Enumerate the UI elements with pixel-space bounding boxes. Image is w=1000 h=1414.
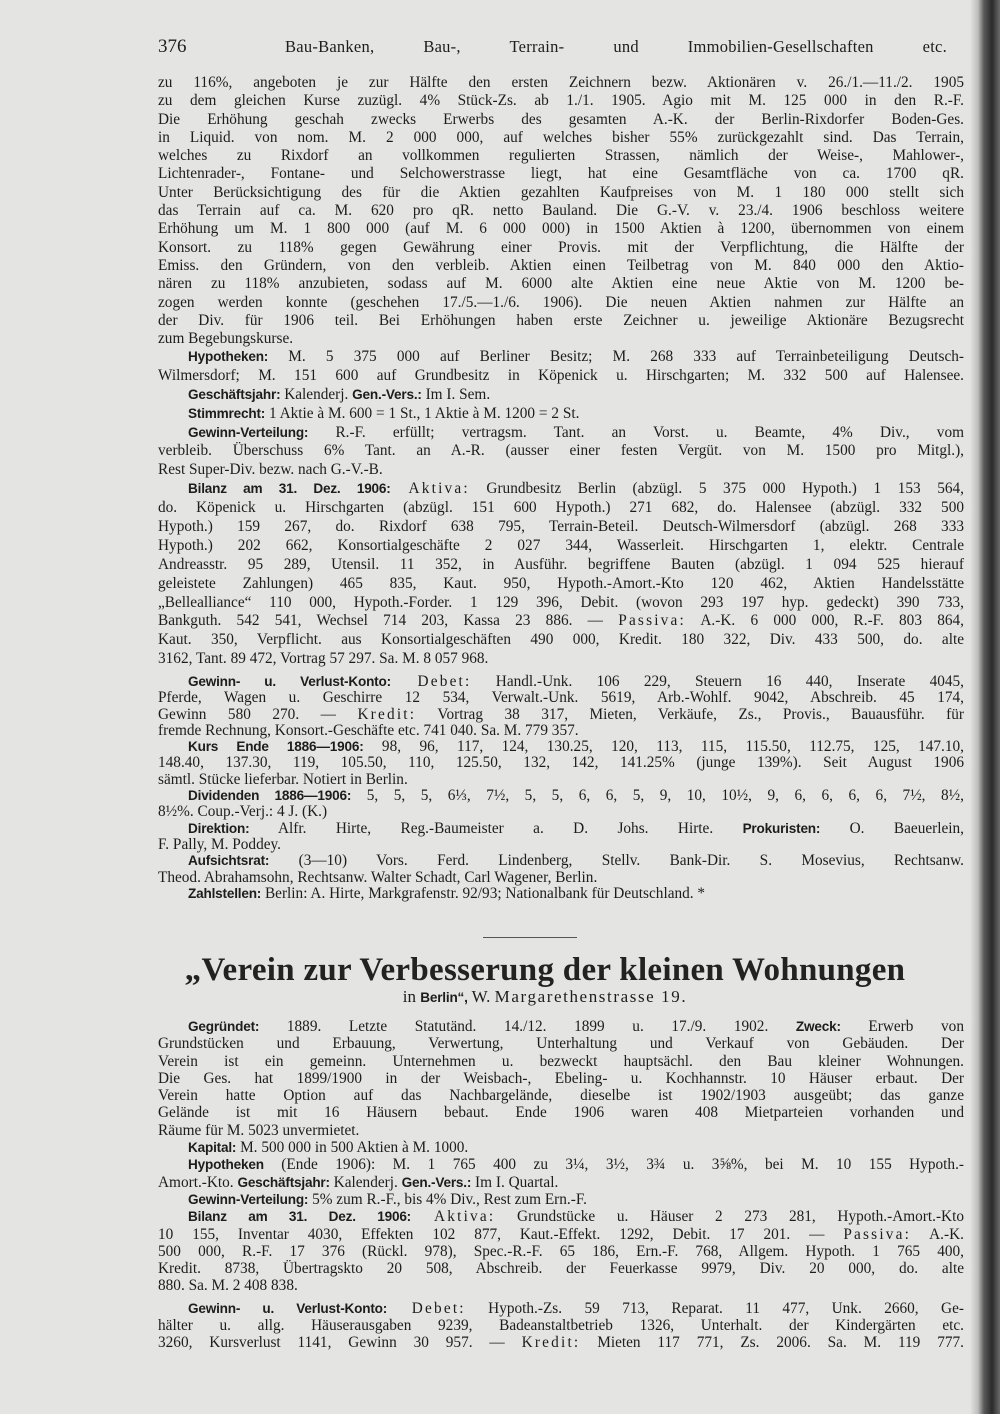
line-text: in Liquid. von nom. M. 2 000 000, auf welches bisher 55% zurückgezahlt sind. Das Terrain, [158,128,964,146]
article-section-results-board [158,674,964,902]
line-text: 3260, Kursverlust 1141, Gewinn 30 957. — [158,1334,522,1352]
subtitle-prefix: W. [467,987,495,1006]
spaced-heading: Passiva: [618,612,686,630]
field-label: Kurs Ende 1886—1906: [188,739,364,755]
text-line [158,386,964,405]
line-text: Kaut. 350, Verpflicht. aus Konsortialgeschäften 490 000, Kredit. 180 322, Div. 433 500, do. alte [158,631,964,649]
line-text: Verein ist ein gemeinn. Unternehmen u. bezweckt hauptsächl. den Bau kleiner Wohnungen. [158,1052,964,1070]
field-label: Gewinn- u. Verlust-Konto: [188,674,391,689]
line-text: hälter u. allg. Häuserausgaben 9239, Badeanstaltbetrieb 1326, Unterhalt. der Kindergärten etc. [158,1317,964,1335]
line-text: 880. Sa. M. 2 408 838. [158,1277,298,1295]
line-text: Bankguth. 542 541, Wechsel 714 203, Kassa 23 886. — [158,612,619,630]
line-text: Amort.-Kto. [158,1173,238,1191]
text-line [158,257,964,275]
line-text: welches zu Rixdorf an vollkommen regulierten Strassen, nämlich der Weise-, Mahlower-, [158,147,964,165]
line-text: do. Köpenick u. Hirschgarten (abzügl. 151 600 Hypoth.) 271 682, do. Halensee (abzügl. 332 500 [158,499,964,517]
field-label: Gewinn-Verteilung: [188,424,309,440]
text-line [158,1260,964,1277]
line-text: 5, 5, 5, 6⅓, 7½, 5, 5, 6, 6, 5, 9, 10, 10½, 9, 6, 6, 6, 6, 7½, 8½, [351,787,964,805]
line-text: 1889. Letzte Statutänd. 14./12. 1899 u. 17./9. 1902. [259,1018,796,1035]
line-text: Mieten 117 771, Zs. 2006. Sa. M. 119 777. [580,1334,964,1352]
line-text: Gelände ist mit 16 Häusern bebaut. Ende 1906 waren 408 Mietparteien vorhanden und [158,1104,964,1122]
text-line [158,367,964,386]
line-text: Pferde, Wagen u. Geschirre 12 534, Verwalt.-Unk. 5619, Arb.-Wohlf. 9042, Abschreib. 45 174, [158,689,964,707]
text-line [158,239,964,257]
line-text: 10 155, Inventar 4030, Effekten 102 877, Kaut.-Effekt. 1292, Debit. 17 201. — [158,1225,844,1243]
text-line [158,1018,964,1035]
line-text: Grundstücken und Erbauung, Verwertung, Unterhaltung und Verkauf von Gebäuden. Der [158,1035,964,1053]
page-number: 376 [158,36,187,57]
subtitle-street: Margarethenstrasse 19. [494,987,688,1006]
text-line [158,556,964,575]
text-line [158,480,964,499]
line-text: Andreasstr. 95 289, Utensil. 11 352, in Ausführ. begriffene Bauten (abzügl. 1 094 525 hierauf [158,555,964,573]
article-section-capital-history [158,74,964,348]
text-line [158,1104,964,1121]
line-text: Erhöhung um M. 1 800 000 (auf M. 6 000 000) in 1500 Aktien à 1200, übernommen von einem [158,220,964,238]
line-text: nären zu 118% anzubieten, sodass auf M. 6000 alte Aktien eine neue Aktie von M. 1200 be- [158,275,964,293]
line-text: Grundbesitz Berlin (abzügl. 5 375 000 Hypoth.) 1 153 564, [469,480,964,498]
field-label: Hypotheken [188,1157,264,1173]
field-label: Gen.-Vers.: [352,386,422,402]
text-line [158,1208,964,1225]
field-label: Prokuristen: [742,820,821,836]
text-line [158,772,964,788]
text-line [158,707,964,723]
line-text: O. Baeuerlein, [820,819,964,837]
text-line [158,1243,964,1260]
text-line [158,837,964,853]
line-text: Die Ges. hat 1899/1900 in der Weisbach-, Ebeling- u. Kochhannstr. 10 Häuser erbaut. Der [158,1069,964,1087]
text-line [158,537,964,556]
line-text: fremde Rechnung, Konsort.-Geschäfte etc. 741 040. Sa. M. 779 357. [158,721,579,739]
text-line [158,1122,964,1139]
line-text: sämtl. Stücke lieferbar. Notiert in Berlin. [158,770,408,788]
line-text: 8½%. Coup.-Verj.: 4 J. (K.) [158,803,328,821]
text-line [158,312,964,330]
line-text: Wilmersdorf; M. 151 600 auf Grundbesitz in Köpenick u. Hirschgarten; M. 332 500 auf Halensee. [158,366,964,384]
text-line [158,1139,964,1156]
field-label: Dividenden 1886—1906: [188,788,352,804]
field-label: Bilanz am 31. Dez. 1906: [188,1209,412,1225]
line-text: 98, 96, 117, 124, 130.25, 120, 113, 115, 115.50, 112.75, 125, 147.10, [363,738,964,756]
field-label: Zweck: [795,1019,841,1034]
text-line [158,804,964,820]
field-label: Bilanz am 31. Dez. 1906: [188,481,391,497]
line-text: das Terrain auf ca. M. 620 pro qR. netto Bauland. Die G.-V. v. 23./4. 1906 beschloss weitere [158,202,964,220]
text-line [158,870,964,886]
page-binding-shadow [970,0,1000,1414]
text-line [158,461,964,480]
line-text: (3—10) Vors. Ferd. Lindenberg, Stellv. Bank-Dir. S. Mosevius, Rechtsanw. [269,852,964,870]
line-text: Theod. Abrahamsohn, Rechtsanw. Walter Schadt, Carl Wagener, Berlin. [158,868,598,886]
spaced-heading: Aktiva: [411,1208,496,1226]
field-label: Gewinn-Verteilung: [188,1191,309,1207]
line-text: 1 Aktie à M. 600 = 1 St., 1 Aktie à M. 1200 = 2 St. [265,404,580,422]
line-text: geleistete Zahlungen) 465 835, Kaut. 950, Hypoth.-Amort.-Kto 120 462, Aktien Handelsstätte [158,574,964,592]
text-line [158,424,964,443]
text-line [158,1087,964,1104]
line-text: Grundstücke u. Häuser 2 273 281, Hypoth.-Amort.-Kto [495,1208,965,1226]
line-text: Unter Berücksichtigung des für die Aktien gezahlten Kaufpreises von M. 1 180 000 stellt sich [158,183,964,201]
text-line [158,739,964,755]
line-text: Alfr. Hirte, Reg.-Baumeister a. D. Johs. Hirte. [249,819,743,837]
line-text: Vortrag 38 317, Mieten, Verkäufe, Zs., Provis., Bauausführ. für [416,705,964,723]
text-line [158,184,964,202]
text-line [158,147,964,165]
line-text: Die Erhöhung geschah zwecks Erwerbs des gesamten A.-K. der Berlin-Rixdorfer Boden-Ges. [158,110,964,128]
article-section-verein [158,1018,964,1352]
field-label: Hypotheken: [188,349,269,364]
text-line [158,631,964,650]
text-line [158,1300,964,1317]
field-label: Geschäftsjahr: [237,1174,330,1190]
line-text: verbleib. Überschuss 6% Tant. an A.-R. (ausser einer festen Vergüt. von M. 1500 pro Mitgl.), [158,442,964,460]
line-text: 500 000, R.-F. 17 376 (Rückl. 978), Spec.-R.-F. 65 186, Ern.-F. 768, Allgem. Hypoth. 1 765 400, [158,1242,964,1260]
line-text: der Div. für 1906 teil. Bei Erhöhungen haben erste Zeichner u. jeweilige Aktionäre Bezugsrecht [158,311,964,329]
text-line [158,1277,964,1294]
text-line [158,723,964,739]
field-label: Stimmrecht: [188,405,266,421]
line-text: M. 5 375 000 auf Berliner Besitz; M. 268 333 auf Terrainbeteiligung Deutsch- [268,348,964,365]
line-text: (Ende 1906): M. 1 765 400 zu 3¼, 3½, 3¾ u. 3⅝%, bei M. 10 155 Hypoth.- [263,1156,964,1174]
field-label: Gegründet: [188,1019,260,1034]
field-label: Direktion: [188,820,250,836]
line-text: Hypoth.) 159 267, do. Rixdorf 638 795, Terrain-Beteil. Deutsch-Wilmersdorf (abzügl. 268 333 [158,518,964,536]
text-line [158,575,964,594]
text-line [158,275,964,293]
text-line [158,1191,964,1208]
line-text: Handl.-Unk. 106 229, Steuern 16 440, Inserate 4045, [471,673,964,690]
text-line [158,853,964,869]
line-text: A.-K. [911,1225,964,1243]
line-text: Gewinn 580 270. — [158,705,358,723]
line-text: Verein hatte Option auf das Nachbargelände, dieselbe ist 1902/1903 ausgeübt; das ganze [158,1087,964,1105]
text-line [158,1156,964,1173]
text-line [158,294,964,312]
line-text: Rest Super-Div. bezw. nach G.-V.-B. [158,461,383,479]
spaced-heading: Debet: [387,1299,466,1317]
text-line [158,788,964,804]
text-line [158,405,964,424]
line-text: Hypoth.-Zs. 59 713, Reparat. 11 477, Unk. 2660, Ge- [465,1299,964,1317]
line-text: R.-F. erfüllt; vertragsm. Tant. an Vorst. u. Beamte, 4% Div., vom [308,423,964,441]
text-line [158,650,964,669]
line-text: A.-K. 6 000 000, R.-F. 803 864, [685,612,964,630]
field-label: Gewinn- u. Verlust-Konto: [188,1300,388,1316]
field-label: Geschäftsjahr: [188,386,281,402]
line-text: Im I. Quartal. [471,1173,559,1191]
line-text: Erwerb von [840,1018,964,1035]
line-text: „Bellealliance“ 110 000, Hypoth.-Forder. 1 129 396, Debit. (wovon 293 197 hyp. gedeckt) 390 733, [158,593,964,611]
text-line [158,690,964,706]
article-title: „Verein zur Verbesserung der kleinen Wohnungen [184,952,906,988]
text-line [158,202,964,220]
line-text: Hypoth.) 202 662, Konsortialgeschäfte 2 027 344, Wasserleit. Hirschgarten 1, elektr. Centrale [158,536,964,554]
subtitle-in: in [402,987,421,1006]
text-line [158,499,964,518]
field-label: Kapital: [188,1140,237,1156]
text-line [158,92,964,110]
spaced-heading: Passiva: [843,1225,912,1243]
line-text: 3162, Tant. 89 472, Vortrag 57 297. Sa. M. 8 057 968. [158,650,489,668]
text-line [158,1226,964,1243]
line-text: Lichtenrader-, Fontane- und Selchowerstrasse liegt, hat eine Gesamtfläche von ca. 1700 qR. [158,165,964,183]
spaced-heading: Aktiva: [390,480,470,498]
text-line [158,220,964,238]
field-label: Gen.-Vers.: [401,1174,472,1190]
text-line [158,330,964,348]
line-text: zu 116%, angeboten je zur Hälfte den ersten Zeichnern bezw. Aktionären v. 26./1.—11./2. 1905 [158,74,964,91]
line-text: zogen werden konnte (geschehen 17./5.—1./6. 1906). Die neuen Aktien nahmen zur Hälfte an [158,293,964,311]
text-line [158,1334,964,1351]
article-section-balance [158,348,964,669]
field-label: Aufsichtsrat: [188,853,270,869]
text-line [158,886,964,902]
line-text: Konsort. zu 118% gegen Gewährung einer Provis. mit der Verpflichtung, die Hälfte der [158,238,964,256]
line-text: Kredit. 8738, Übertragskto 20 508, Abschreib. der Feuerkasse 9979, Div. 20 000, do. alte [158,1260,964,1278]
line-text: Im I. Sem. [421,385,491,403]
text-line [158,1317,964,1334]
text-line [158,594,964,613]
line-text: Kalenderj. [329,1173,402,1191]
text-line [158,111,964,129]
spaced-heading: Kredit: [521,1334,581,1352]
line-text: zu dem gleichen Kurse zuzügl. 4% Stück-Zs. ab 1./1. 1905. Agio mit M. 125 000 in den R.-F. [158,92,964,110]
text-line [158,129,964,147]
text-line [158,74,964,92]
text-line [158,1053,964,1070]
text-line [158,755,964,771]
line-text: 5% zum R.-F., bis 4% Div., Rest zum Ern.-F. [308,1190,587,1208]
text-line [158,674,964,690]
line-text: Räume für M. 5023 unvermietet. [158,1121,360,1139]
text-line [158,821,964,837]
line-text: M. 500 000 in 500 Aktien à M. 1000. [236,1139,469,1157]
article-subtitle [150,987,940,1007]
text-line [158,348,964,367]
text-line [158,442,964,461]
running-title: Bau-Banken, Bau-, Terrain- und Immobilien-Gesellschaften etc. [285,37,947,56]
line-text: Kalenderj. [280,385,353,403]
article-divider [483,937,577,938]
field-label: Zahlstellen: [188,885,262,901]
line-text: Berlin: A. Hirte, Markgrafenstr. 92/93; Nationalbank für Deutschland. * [261,884,706,902]
text-line [158,1174,964,1191]
text-line [158,1035,964,1052]
line-text: 148.40, 137.30, 119, 105.50, 110, 125.50, 132, 142, 141.25% (junge 139%). Seit August 1906 [158,754,964,772]
line-text: F. Pally, M. Poddey. [158,835,282,853]
subtitle-city: Berlin“, [420,990,468,1005]
spaced-heading: Kredit: [357,705,417,723]
text-line [158,518,964,537]
text-line [158,165,964,183]
line-text: zum Begebungskurse. [158,330,294,348]
spaced-heading: Debet: [390,673,472,690]
text-line [158,612,964,631]
line-text: Emiss. den Gründern, von den verbleib. Aktien einen Teilbetrag von M. 840 000 den Aktio- [158,256,964,274]
text-line [158,1070,964,1087]
